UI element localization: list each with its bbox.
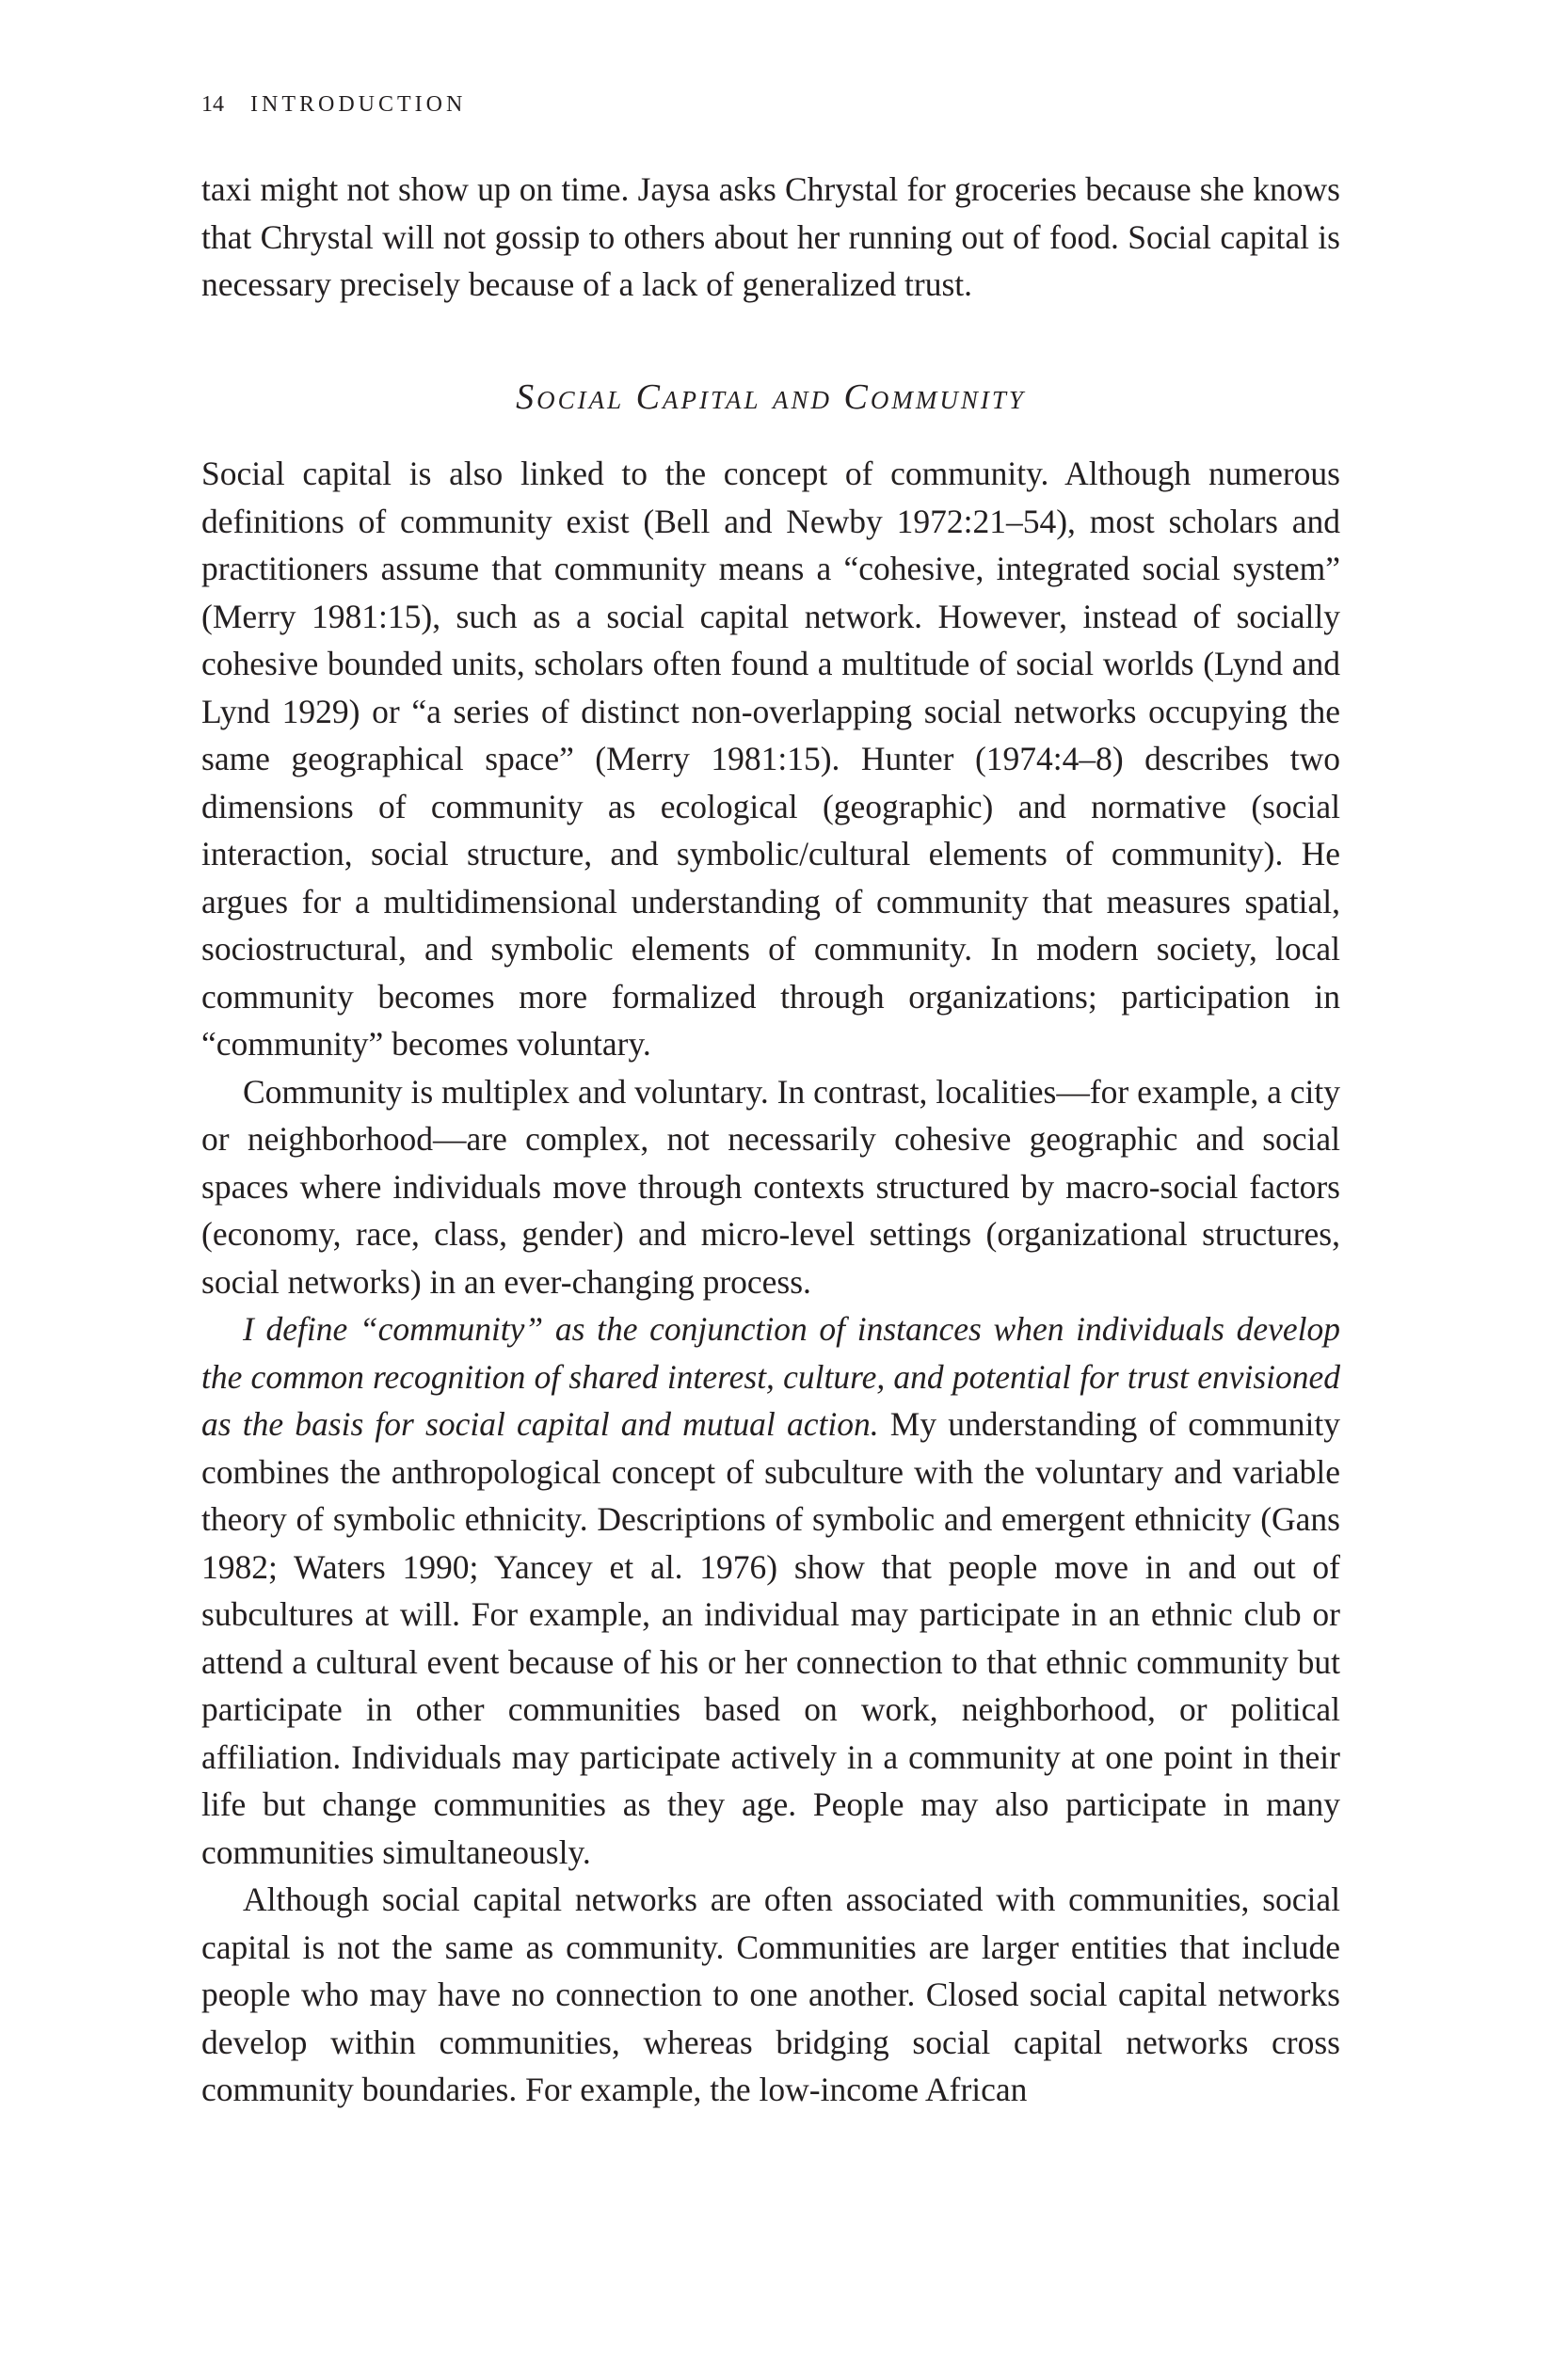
paragraph: Community is multiplex and voluntary. In contrast, localities—for example, a city or neighborhood—are complex, not necessarily cohesive geographic and social spaces where individuals move through contexts structured by macro-social factors (economy, race, class, gender) and micro-level settings (organizational structures, social networks) in an ever-changing process. xyxy=(201,1072,1340,1301)
continued-paragraph: taxi might not show up on time. Jaysa asks Chrystal for groceries because she knows that Chrystal will not gossip to others about her running out of food. Social capital is necessary precisely because of a lack of generalized trust. xyxy=(201,170,1340,303)
section-heading: Social Capital and Community xyxy=(516,377,1026,417)
section-body xyxy=(201,450,1340,2114)
page-number: 14 xyxy=(201,92,224,117)
definition-italic: I define “community” as the conjunction of instances when individuals develop the common recognition of shared interest, culture, and potential for trust envisioned as the basis for social capital and mutual action. xyxy=(201,1310,1340,1443)
running-head xyxy=(201,92,466,118)
continued-paragraph-block xyxy=(201,166,1340,309)
paragraph-text: My understanding of community combines the anthropological concept of subculture with the voluntary and variable theory of symbolic ethnicity. Descriptions of symbolic and emergent ethnicity (Gans 1982; Waters 1990; Yancey et al. 1976) show that people move in and out of subcultures at will. For example, an individual may participate in an ethnic club or attend a cultural event because of his or her connection to that ethnic community but participate in other communities based on work, neighborhood, or political affiliation. Individuals may participate actively in a community at one point in their life but change communities as they age. People may also participate in many communities simultaneously. xyxy=(201,1405,1340,1871)
chapter-title: INTRODUCTION xyxy=(250,92,467,117)
paragraph xyxy=(201,1305,1340,1876)
paragraph: Although social capital networks are often associated with communities, social capital is not the same as community. Communities are larger entities that include people who may have no connection to one another. Closed social capital networks develop within communities, whereas bridging social capital networks cross community boundaries. For example, the low-income African xyxy=(201,1880,1340,2108)
paragraph: Social capital is also linked to the concept of community. Although numerous definitions of community exist (Bell and Newby 1972:21–54), most scholars and practitioners assume that community means a “cohesive, integrated social system” (Merry 1981:15), such as a social capital network. However, instead of socially cohesive bounded units, scholars often found a multitude of social worlds (Lynd and Lynd 1929) or “a series of distinct non-overlapping social networks occupying the same geographical space” (Merry 1981:15). Hunter (1974:4–8) describes two dimensions of community as ecological (geographic) and normative (social interaction, social structure, and symbolic/cultural elements of community). He argues for a multidimensional understanding of community that measures spatial, sociostructural, and symbolic elements of community. In modern society, local community becomes more formalized through organizations; participation in “community” becomes voluntary. xyxy=(201,455,1340,1063)
